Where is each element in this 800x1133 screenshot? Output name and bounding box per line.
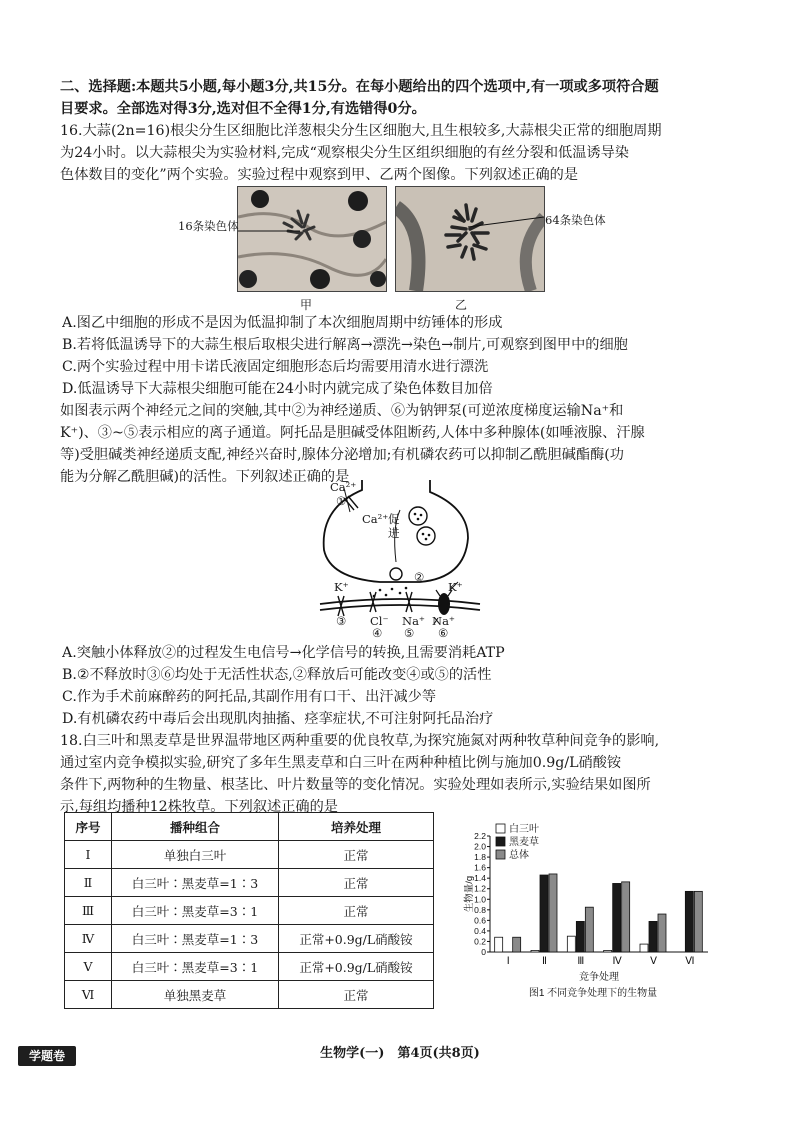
vesicle-1: [409, 507, 427, 525]
x-tick-label: Ⅴ: [650, 956, 657, 967]
micrograph-yi: [395, 186, 545, 292]
postsynaptic-membrane-bottom: [320, 605, 480, 610]
bar-总体-Ⅱ: [549, 874, 557, 952]
y-axis-label: 生物量/g: [464, 875, 475, 913]
table-header-treatment: 培养处理: [279, 813, 434, 841]
label-na-1: Na⁺: [402, 614, 425, 628]
micrograph-yi-image: [396, 187, 544, 291]
table-cell: 正常: [279, 897, 434, 925]
label-1: ①: [336, 494, 347, 508]
q17-option-a: A.突触小体释放②的过程发生电信号→化学信号的转换,且需要消耗ATP: [62, 645, 505, 661]
yi-chromosome-label: 64条染色体: [545, 213, 606, 227]
table-row: [65, 953, 434, 981]
y-tick-label: 1.0: [474, 894, 486, 905]
q17-option-b: B.②不释放时③⑥均处于无活性状态,②释放后可能改变④或⑤的活性: [62, 667, 492, 683]
table-cell: Ⅴ: [65, 953, 112, 981]
table-row: [65, 841, 434, 869]
section-header-line1: 二、选择题:本题共5小题,每小题3分,共15分。在每小题给出的四个选项中,有一项或多项符合题: [60, 79, 659, 95]
label-ca-outer: Ca²⁺: [330, 480, 357, 494]
label-6: ⑥: [438, 626, 449, 640]
treatment-table: [64, 812, 434, 1009]
table-cell: 白三叶∶黑麦草=1∶3: [112, 925, 279, 953]
page-footer: 生物学(一) 第4页(共8页): [320, 1046, 480, 1061]
x-tick-label: Ⅵ: [685, 956, 695, 967]
bar-黑麦草-Ⅱ: [540, 875, 548, 952]
bar-白三叶-Ⅳ: [604, 950, 612, 952]
table-row: [65, 869, 434, 897]
label-3: ③: [336, 614, 347, 628]
x-tick-label: Ⅰ: [506, 956, 510, 967]
q16-stem-line2: 为24小时。以大蒜根尖为实验材料,完成“观察根尖分生区组织细胞的有丝分裂和低温诱导染: [60, 145, 629, 161]
table-cell: Ⅳ: [65, 925, 112, 953]
bar-白三叶-Ⅱ: [531, 950, 539, 952]
bar-黑麦草-Ⅲ: [576, 921, 584, 952]
label-2: ②: [414, 570, 425, 584]
biomass-chart: [462, 818, 712, 1018]
q17-stem-line2: K⁺)、③~⑤表示相应的离子通道。阿托品是胆碱受体阻断药,人体中多种腺体(如唾液腺、汗腺: [60, 425, 645, 441]
legend-swatch-黑麦草: [496, 837, 505, 846]
table-cell: Ⅰ: [65, 841, 112, 869]
y-tick-label: 0: [481, 947, 486, 957]
table-cell: Ⅱ: [65, 869, 112, 897]
y-tick-label: 1.6: [474, 862, 486, 873]
table-cell: 正常+0.9g/L硝酸铵: [279, 925, 434, 953]
bar-黑麦草-Ⅴ: [649, 921, 657, 952]
bar-白三叶-Ⅴ: [640, 944, 648, 952]
label-k-left: K⁺: [334, 580, 349, 594]
table-cell: 正常+0.9g/L硝酸铵: [279, 953, 434, 981]
table-cell: Ⅵ: [65, 981, 112, 1009]
table-cell: 单独黑麦草: [112, 981, 279, 1009]
label-ca-inner: Ca²⁺: [362, 512, 389, 526]
x-tick-label: Ⅲ: [577, 956, 585, 967]
q18-stem-line2: 通过室内竞争模拟实验,研究了多年生黑麦草和白三叶在两种种植比例与施加0.9g/L硝酸铵: [60, 755, 622, 771]
table-row: [65, 981, 434, 1009]
table-cell: 白三叶∶黑麦草=3∶1: [112, 953, 279, 981]
bar-黑麦草-Ⅳ: [613, 883, 621, 952]
releasing-vesicle: [390, 568, 402, 580]
legend-swatch-总体: [496, 850, 505, 859]
table-cell: 单独白三叶: [112, 841, 279, 869]
y-tick-label: 0.4: [474, 925, 486, 936]
label-promote: 促进: [388, 512, 400, 540]
y-tick-label: 2.0: [474, 841, 486, 852]
legend-swatch-白三叶: [496, 824, 505, 833]
q17-option-c: C.作为手术前麻醉药的阿托品,其副作用有口干、出汗减少等: [62, 689, 437, 705]
y-tick-label: 1.2: [474, 883, 486, 894]
label-4: ④: [372, 626, 383, 640]
y-tick-label: 0.2: [474, 936, 486, 947]
channel-4: [370, 592, 376, 612]
x-axis-label: 竞争处理: [579, 972, 619, 983]
section-header-line2: 目要求。全部选对得3分,选对但不全得1分,有选错得0分。: [60, 101, 426, 117]
table-header-combination: 播种组合: [112, 813, 279, 841]
bar-总体-Ⅴ: [658, 914, 666, 952]
q18-stem-line3: 条件下,两物种的生物量、根茎比、叶片数量等的变化情况。实验处理如表所示,实验结果如图所: [60, 777, 651, 793]
watermark-stamp: 学题卷: [18, 1046, 76, 1066]
legend-label-总体: 总体: [509, 850, 529, 861]
bar-总体-Ⅳ: [622, 882, 630, 952]
bar-总体-Ⅲ: [585, 907, 593, 952]
q16-stem-line3: 色体数目的变化”两个实验。实验过程中观察到甲、乙两个图像。下列叙述正确的是: [60, 167, 579, 183]
micrograph-jia: [237, 186, 387, 292]
table-cell: 正常: [279, 869, 434, 897]
y-tick-label: 0.8: [474, 904, 486, 915]
label-k-right: K⁺: [448, 580, 463, 594]
bar-白三叶-Ⅲ: [567, 936, 575, 952]
table-header-row: [65, 813, 434, 841]
x-tick-label: Ⅱ: [542, 956, 547, 967]
yi-caption: 乙: [455, 298, 468, 312]
jia-chromosome-label: 16条染色体: [178, 219, 239, 233]
bar-白三叶-Ⅰ: [495, 937, 503, 952]
legend-label-黑麦草: 黑麦草: [509, 837, 539, 848]
x-tick-label: Ⅳ: [612, 956, 622, 967]
legend-label-白三叶: 白三叶: [509, 824, 539, 835]
table-cell: 正常: [279, 981, 434, 1009]
y-tick-label: 2.2: [474, 831, 486, 841]
channel-5: [406, 592, 412, 612]
synapse-diagram: [300, 478, 500, 642]
bar-黑麦草-Ⅵ: [685, 891, 693, 952]
vesicle-2: [417, 527, 435, 545]
q16-option-b: B.若将低温诱导下的大蒜生根后取根尖进行解离→漂洗→染色→制片,可观察到图甲中的细胞: [62, 337, 628, 353]
table-cell: 白三叶∶黑麦草=1∶3: [112, 869, 279, 897]
y-tick-label: 0.6: [474, 915, 486, 926]
table-header-index: 序号: [65, 813, 112, 841]
table-row: [65, 897, 434, 925]
q17-stem-line4: 能为分解乙酰胆碱)的活性。下列叙述正确的是: [60, 469, 350, 485]
table-row: [65, 925, 434, 953]
label-na-2: Na⁺: [432, 614, 455, 628]
jia-caption: 甲: [300, 298, 313, 312]
q18-stem-line1: 18.白三叶和黑麦草是世界温带地区两种重要的优良牧草,为探究施氮对两种牧草种间竞争的影响,: [60, 733, 660, 749]
label-cl: Cl⁻: [370, 614, 389, 628]
bar-总体-Ⅰ: [513, 937, 521, 952]
table-cell: 白三叶∶黑麦草=3∶1: [112, 897, 279, 925]
y-tick-label: 1.4: [474, 873, 486, 884]
channel-3: [338, 596, 344, 616]
micrograph-jia-image: [238, 187, 386, 291]
q17-option-d: D.有机磷农药中毒后会出现肌肉抽搐、痉挛症状,不可注射阿托品治疗: [62, 711, 494, 727]
q18-stem-line4: 示,每组均播种12株牧草。下列叙述正确的是: [60, 799, 338, 815]
chart-title: 图1 不同竞争处理下的生物量: [528, 988, 658, 999]
table-cell: Ⅲ: [65, 897, 112, 925]
label-5: ⑤: [404, 626, 415, 640]
table-cell: 正常: [279, 841, 434, 869]
q17-stem-line1: 如图表示两个神经元之间的突触,其中②为神经递质、⑥为钠钾泵(可逆浓度梯度运输Na⁺和: [60, 403, 624, 419]
postsynaptic-membrane-top: [320, 599, 480, 604]
q16-stem-line1: 16.大蒜(2n=16)根尖分生区细胞比洋葱根尖分生区细胞大,且生根较多,大蒜根尖正常的细胞周期: [60, 123, 662, 139]
q16-option-a: A.图乙中细胞的形成不是因为低温抑制了本次细胞周期中纺锤体的形成: [62, 315, 503, 331]
bar-总体-Ⅵ: [694, 891, 702, 952]
q17-stem-line3: 等)受胆碱类神经递质支配,神经兴奋时,腺体分泌增加;有机磷农药可以抑制乙酰胆碱酯酶(功: [60, 447, 624, 463]
q16-option-d: D.低温诱导下大蒜根尖细胞可能在24小时内就完成了染色体数目加倍: [62, 381, 493, 397]
y-tick-label: 1.8: [474, 852, 486, 863]
q16-option-c: C.两个实验过程中用卡诺氏液固定细胞形态后均需要用清水进行漂洗: [62, 359, 489, 375]
